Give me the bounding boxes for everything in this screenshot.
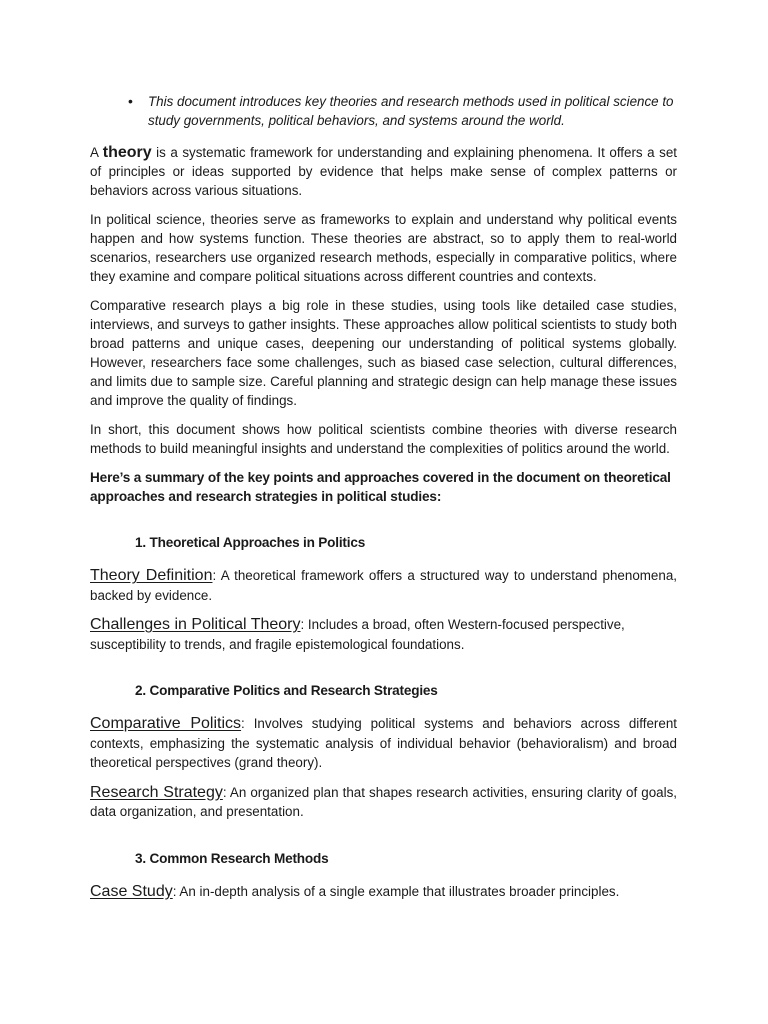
term-case-study: Case Study [90, 882, 173, 900]
bullet-text: This document introduces key theories and research methods used in political science to study governments, political behaviors, and systems around the world. [148, 94, 674, 128]
paragraph-comparative-research: Comparative research plays a big role in these studies, using tools like detailed case studies, interviews, and surveys to gather insights. These approaches allow political scientists to study both broad patterns and unique cases, deepening our understanding of political systems globally. However, researchers face some challenges, such as biased case selection, cultural differences, and limits due to sample size. Careful planning and strategic design can help manage these issues and improve the quality of findings. [90, 298, 677, 408]
definition-text: : Includes a broad, often Western-focused perspective, susceptibility to trends, and fragile epistemological foundations. [90, 617, 625, 652]
theory-keyword: theory [102, 144, 152, 161]
document-page [90, 92, 677, 911]
definition-challenges [90, 615, 677, 654]
bullet-marker: • [128, 93, 133, 109]
definition-theory [90, 566, 677, 605]
term-challenges-in-political-theory: Challenges in Political Theory [90, 616, 301, 633]
term-research-strategy: Research Strategy [90, 783, 223, 801]
term-comparative-politics: Comparative Politics [90, 715, 242, 732]
paragraph-summary: In short, this document shows how political scientists combine theories with diverse research methods to build meaningful insights and understand the complexities of politics around the world. [90, 422, 677, 456]
theory-prefix: A [90, 145, 103, 160]
definition-text: : Involves studying political systems and behaviors across different contexts, emphasizing the systematic analysis of individual behavior (behavioralism) and broad theoretical perspectives (grand theory). [90, 716, 677, 770]
definition-research-strategy [90, 783, 677, 822]
section-heading-comparative-politics: 2. Comparative Politics and Research Strategies [135, 683, 438, 698]
section-heading-research-methods: 3. Common Research Methods [135, 850, 329, 866]
definition-case-study [90, 882, 677, 902]
summary-intro: Here’s a summary of the key points and approaches covered in the document on theoretical approaches and research strategies in political studies: [90, 470, 671, 504]
theory-rest: is a systematic framework for understanding and explaining phenomena. It offers a set of principles or ideas supported by evidence that helps make sense of complex patterns or behaviors across various situations. [90, 145, 678, 198]
definition-text: : A theoretical framework offers a structured way to understand phenomena, backed by evidence. [90, 568, 677, 603]
definition-comparative-politics [90, 714, 677, 773]
paragraph-political-science: In political science, theories serve as frameworks to explain and understand why political events happen and how systems function. These theories are abstract, so to apply them to real-world scenarios, researchers use organized research methods, especially in comparative politics, where they examine and compare political situations across different countries and contexts. [90, 212, 677, 284]
term-theory-definition: Theory Definition [90, 567, 213, 584]
definition-text: : An in-depth analysis of a single example that illustrates broader principles. [172, 883, 620, 899]
intro-bullet [128, 92, 677, 130]
section-heading-theoretical-approaches: 1. Theoretical Approaches in Politics [135, 535, 366, 550]
definition-text: : An organized plan that shapes research activities, ensuring clarity of goals, data organization, and presentation. [90, 784, 677, 819]
theory-paragraph [90, 143, 677, 200]
